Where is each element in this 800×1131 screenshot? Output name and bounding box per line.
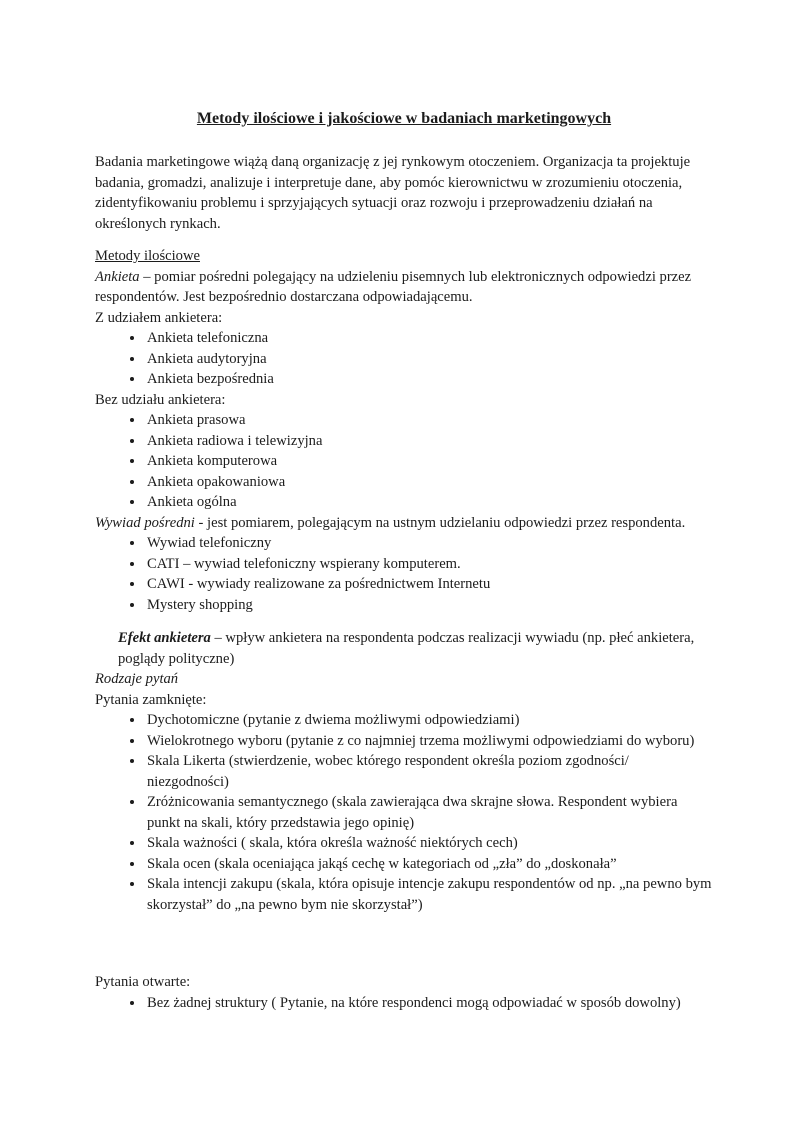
list-item: • Ankieta opakowaniowa xyxy=(145,472,713,493)
list-item: • CAWI - wywiady realizowane za pośrednictwem Internetu xyxy=(145,574,713,595)
list-item: • Ankieta prasowa xyxy=(145,410,713,431)
quantitative-heading-line xyxy=(95,246,713,267)
interviewer-effect-definition-text: – wpływ ankietera na respondenta podczas realizacji wywiadu (np. płeć ankietera, poglądy polityczne) xyxy=(118,630,695,667)
intro-paragraph: Badania marketingowe wiążą daną organizację z jej rynkowym otoczeniem. Organizacja ta projektuje badania, gromadzi, analizuje i interpretuje dane, aby pomóc kierownictwu w zrozumieniu otoczenia, zidentyfikowaniu problemu i sprzyjających sytuacji oraz rozwoju i przeprowadzeniu działań na określonych rynkach. xyxy=(95,154,691,232)
list-item: • Zróżnicowania semantycznego (skala zawierająca dwa skrajne słowa. Respondent wybiera punkt na skali, który przedstawia jego opinię) xyxy=(145,792,713,833)
interview-types-list xyxy=(95,533,713,615)
list-item: • Wywiad telefoniczny xyxy=(145,533,713,554)
section-quantitative-methods xyxy=(95,246,713,669)
open-questions-list xyxy=(95,993,713,1014)
list-item: • Ankieta bezpośrednia xyxy=(145,369,713,390)
indirect-interview-definition xyxy=(95,513,713,534)
list-item: • Dychotomiczne (pytanie z dwiema możliwymi odpowiedziami) xyxy=(145,710,713,731)
interviewer-effect-paragraph xyxy=(118,628,713,669)
list-item: • Skala ocen (skala oceniająca jakąś cechę w kategoriach od „zła” do „doskonała” xyxy=(145,854,713,875)
question-types-heading-line xyxy=(95,669,713,690)
without-interviewer-label: Bez udziału ankietera: xyxy=(95,391,226,408)
interviewer-effect-term: Efekt ankietera xyxy=(118,630,211,646)
page-title: Metody ilościowe i jakościowe w badaniach marketingowych xyxy=(196,110,612,127)
question-types-heading: Rodzaje pytań xyxy=(95,671,179,687)
list-item: • Skala Likerta (stwierdzenie, wobec którego respondent określa poziom zgodności/ niezgodności) xyxy=(145,751,713,792)
indirect-interview-term: Wywiad pośredni xyxy=(95,514,195,531)
list-item: • Ankieta komputerowa xyxy=(145,451,713,472)
closed-questions-list xyxy=(95,710,713,915)
section-question-types xyxy=(95,669,713,1013)
survey-term: Ankieta xyxy=(95,268,140,285)
list-item: • Bez żadnej struktury ( Pytanie, na które respondenci mogą odpowiadać w sposób dowolny) xyxy=(145,993,713,1014)
with-interviewer-label: Z udziałem ankietera: xyxy=(95,309,223,326)
list-item: • CATI – wywiad telefoniczny wspierany komputerem. xyxy=(145,554,713,575)
closed-questions-label: Pytania zamknięte: xyxy=(95,691,207,708)
list-item: • Ankieta telefoniczna xyxy=(145,328,713,349)
survey-definition-text: – pomiar pośredni polegający na udzieleniu pisemnych lub elektronicznych odpowiedzi przez respondentów. Jest bezpośrednio dostarczana odpowiadającemu. xyxy=(95,268,692,305)
indirect-interview-definition-text: - jest pomiarem, polegającym na ustnym udzielaniu odpowiedzi przez respondenta. xyxy=(194,514,686,531)
list-item: • Mystery shopping xyxy=(145,595,713,616)
list-item: • Ankieta ogólna xyxy=(145,492,713,513)
open-questions-label: Pytania otwarte: xyxy=(95,974,191,990)
list-item: • Skala intencji zakupu (skala, która opisuje intencje zakupu respondentów od np. „na pewno bym skorzystał” do „na pewno bym nie skorzystał”) xyxy=(145,874,713,915)
quantitative-heading: Metody ilościowe xyxy=(95,248,200,264)
list-item: • Wielokrotnego wyboru (pytanie z co najmniej trzema możliwymi odpowiedziami do wyboru) xyxy=(145,731,713,752)
list-item: • Skala ważności ( skala, która określa ważność niektórych cech) xyxy=(145,833,713,854)
list-item: • Ankieta radiowa i telewizyjna xyxy=(145,431,713,452)
survey-definition xyxy=(95,267,713,308)
list-item: • Ankieta audytoryjna xyxy=(145,349,713,370)
without-interviewer-list xyxy=(95,410,713,513)
with-interviewer-list xyxy=(95,328,713,390)
